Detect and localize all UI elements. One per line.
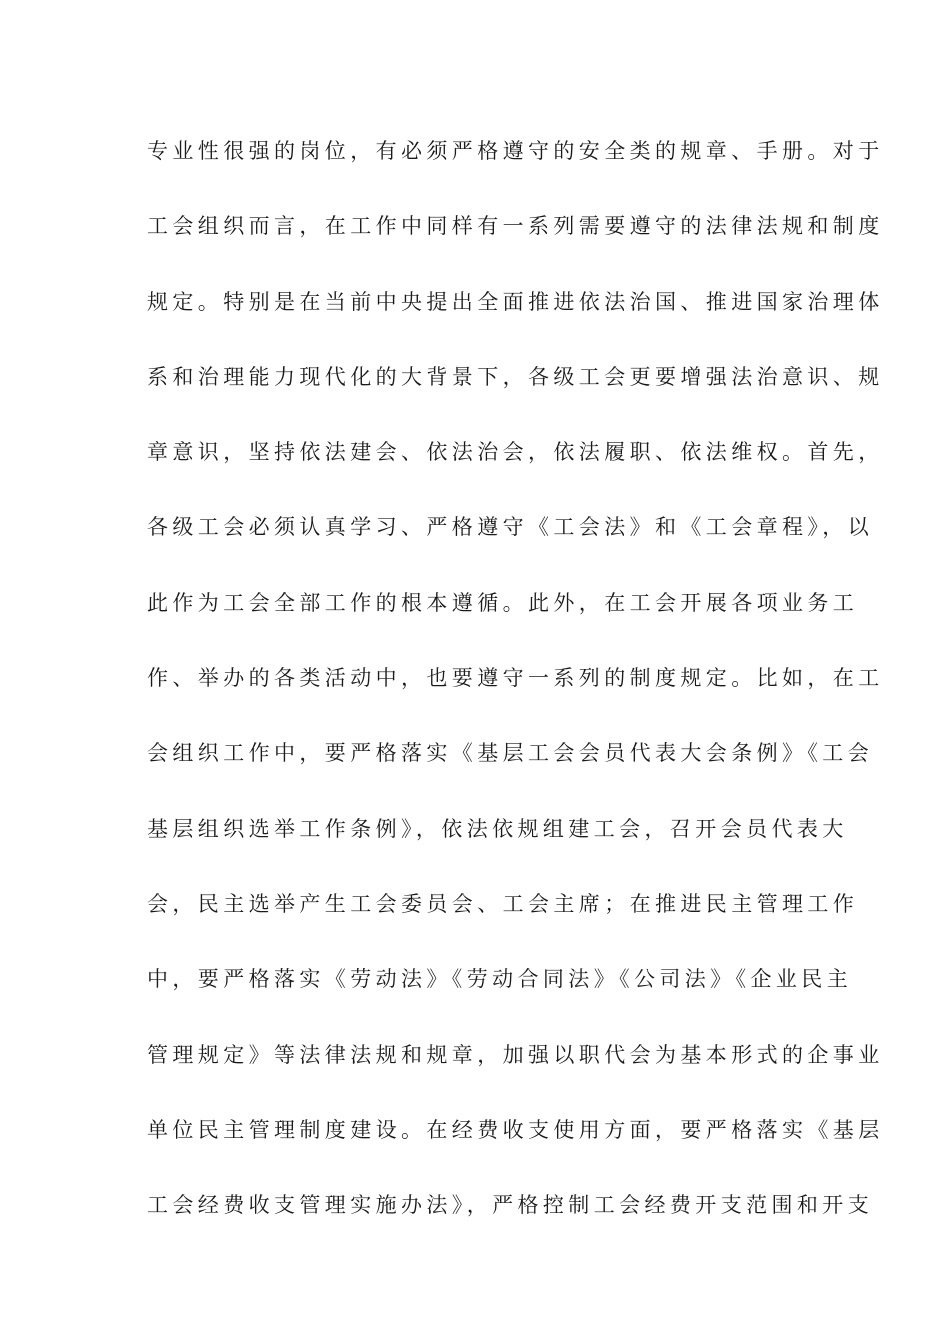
text-line-1: 专业性很强的岗位，有必须严格遵守的安全类的规章、手册。对于 — [147, 139, 884, 163]
text-line-14: 单位民主管理制度建设。在经费收支使用方面，要严格落实《基层 — [147, 1117, 884, 1142]
body-text — [147, 133, 884, 1262]
text-line-10: 基层组织选举工作条例》，依法依规组建工会，召开会员代表大 — [147, 816, 848, 841]
text-line-9: 会组织工作中，要严格落实《基层工会会员代表大会条例》《工会 — [147, 741, 874, 766]
text-line-4: 系和治理能力现代化的大背景下，各级工会更要增强法治意识、规 — [147, 364, 884, 389]
text-line-2: 工会组织而言，在工作中同样有一系列需要遵守的法律法规和制度 — [147, 214, 884, 239]
text-line-12: 中，要严格落实《劳动法》《劳动合同法》《公司法》《企业民主 — [147, 967, 853, 992]
text-line-13: 管理规定》等法律法规和规章，加强以职代会为基本形式的企事业 — [147, 1042, 884, 1067]
text-line-6: 各级工会必须认真学习、严格遵守《工会法》和《工会章程》，以 — [147, 515, 874, 540]
text-line-7: 此作为工会全部工作的根本遵循。此外，在工会开展各项业务工 — [147, 590, 859, 615]
text-line-15: 工会经费收支管理实施办法》，严格控制工会经费开支范围和开支 — [147, 1193, 874, 1218]
text-line-3: 规定。特别是在当前中央提出全面推进依法治国、推进国家治理体 — [147, 289, 884, 314]
text-line-11: 会，民主选举产生工会委员会、工会主席；在推进民主管理工作 — [147, 891, 859, 916]
text-line-5: 章意识，坚持依法建会、依法治会，依法履职、依法维权。首先， — [147, 440, 884, 465]
text-line-8: 作、举办的各类活动中，也要遵守一系列的制度规定。比如，在工 — [147, 666, 884, 691]
